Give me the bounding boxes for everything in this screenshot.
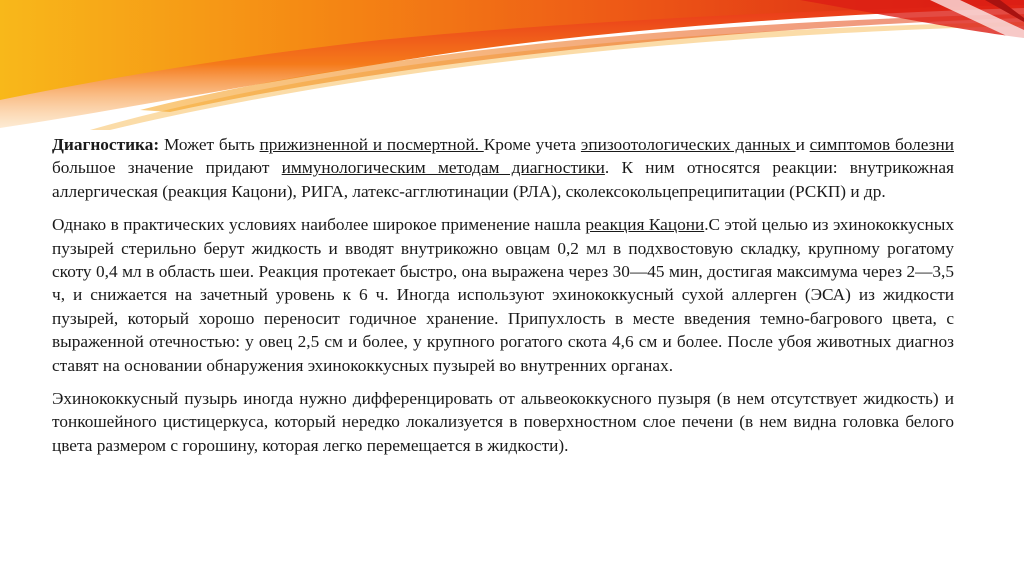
text-run: Эхинококкусный пузырь иногда нужно дифференцировать от альвеококкусного пузыря (в нем отсутствует жидкость) и тонкошейного цистицеркуса, который нередко локализуется в поверхностном слое печени (в нем видна головка белого цвета размером с горошину, которая легко перемещается в жидкости). (52, 389, 954, 455)
underlined-term: прижизненной и посмертной. (259, 135, 484, 154)
slide-body (52, 133, 954, 467)
text-run: .С этой целью из эхинококкусных пузырей стерильно берут жидкость и вводят внутрикожно овцам 0,2 мл в подхвостовую складку, крупному рогатому скоту 0,4 мл в область шеи. Реакция протекает быстро, она выражена через 30—45 мин, достигая максимума через 2—3,5 ч, и снижается на зачетный уровень к 6 ч. Иногда используют эхинококкусный сухой аллерген (ЭСА) из жидкости пузырей, который хорошо переносит годичное хранение. Припухлость в месте введения темно-багрового цвета, с выраженной отечностью: у овец 2,5 см и более, у крупного рогатого скота 4,6 см и более. После убоя животных диагноз ставят на основании обнаружения эхинококкусных пузырей во внутренних органах. (52, 215, 954, 375)
paragraph-kazoni-reaction (52, 213, 954, 377)
text-run: большое значение придают (52, 158, 282, 178)
paragraph-diagnostics (52, 133, 954, 203)
underlined-term: эпизоотологических данных (580, 135, 796, 154)
decorative-banner (0, 0, 1024, 130)
text-run: и (795, 135, 810, 154)
text-run: Однако в практических условиях наиболее широкое применение нашла (52, 215, 586, 235)
underlined-term: реакция Кацони (585, 215, 705, 235)
text-run: Может быть (159, 135, 260, 154)
heading-diagnostics: Диагностика: (52, 135, 160, 154)
underlined-term: симптомов болезни (809, 135, 954, 154)
underlined-term: иммунологическим методам диагностики (281, 158, 605, 178)
text-run: . К ним относятся реакции: внутрикожная аллергическая (реакция Кацони), РИГА, латекс-агглютинации (РЛА), сколексокольцепреципитации (РСКП) и др. (52, 158, 954, 201)
paragraph-differential (52, 387, 954, 457)
text-run: Кроме учета (483, 135, 581, 154)
